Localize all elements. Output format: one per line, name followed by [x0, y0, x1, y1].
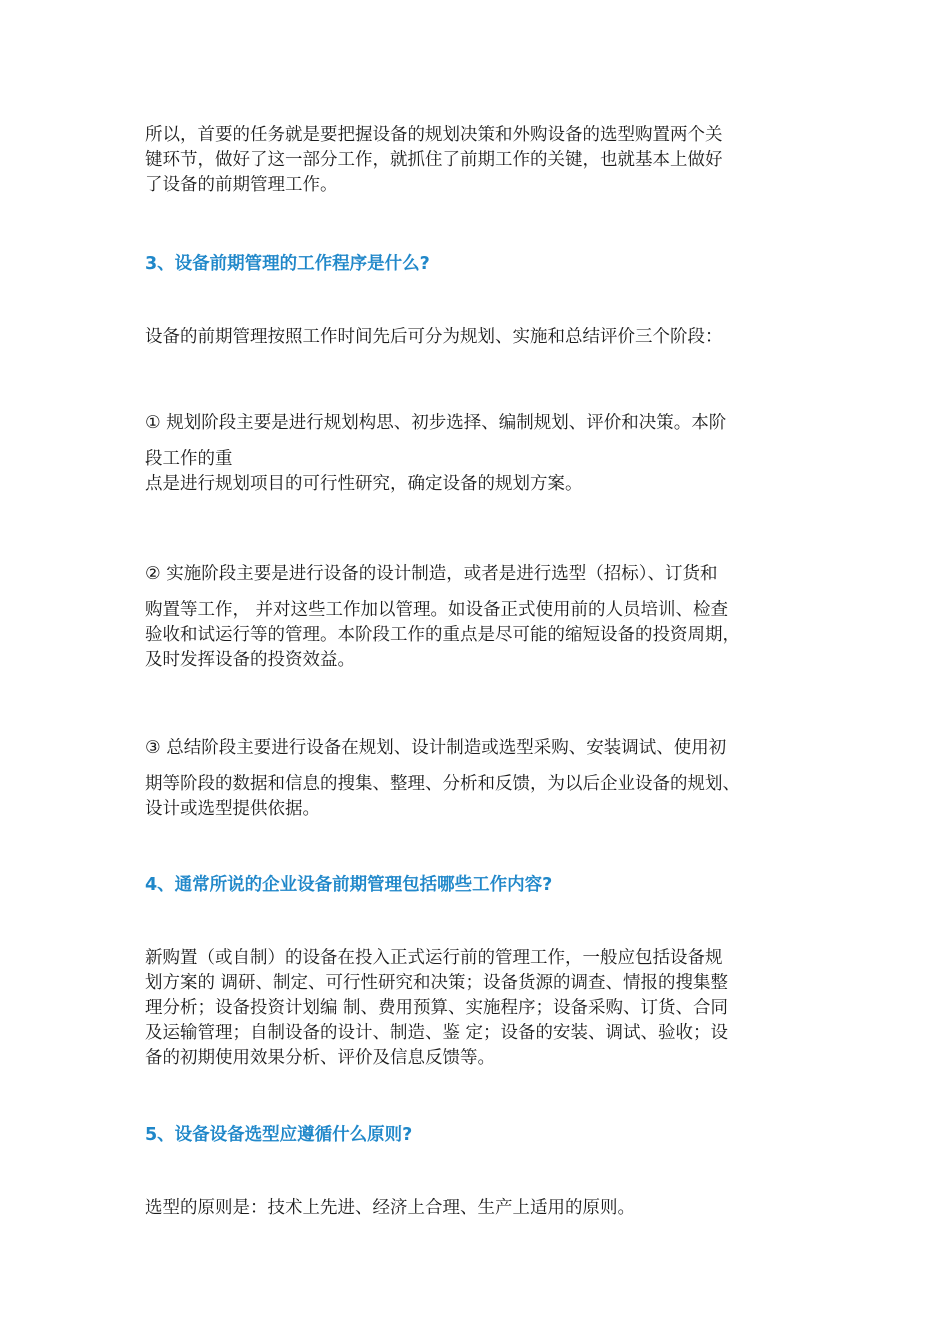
stage-2-paragraph: [145, 562, 825, 673]
intro-line-2: 键环节，做好了这一部分工作，就抓住了前期工作的关键，也就基本上做好: [145, 150, 723, 170]
stage-1-line-3: 点是进行规划项目的可行性研究，确定设备的规划方案。: [145, 474, 583, 494]
stage-1-line-1: ① 规划阶段主要是进行规划构思、初步选择、编制规划、评价和决策。本阶: [145, 413, 727, 433]
section-5-paragraph: [145, 1196, 825, 1221]
stage-3-line-1: ③ 总结阶段主要进行设备在规划、设计制造或选型采购、安装调试、使用初: [145, 738, 727, 758]
stage-2-line-3: 验收和试运行等的管理。本阶段工作的重点是尽可能的缩短设备的投资周期，: [145, 625, 740, 645]
section-4-paragraph: [145, 946, 825, 1071]
section-4-line-2: 划方案的 调研、制定、可行性研究和决策；设备货源的调查、情报的搜集整: [145, 973, 729, 993]
stage-2-line-4: 及时发挥设备的投资效益。: [145, 650, 355, 670]
section-4-heading: 4、通常所说的企业设备前期管理包括哪些工作内容?: [145, 875, 553, 895]
section-4-line-5: 备的初期使用效果分析、评价及信息反馈等。: [145, 1048, 495, 1068]
section-4-line-1: 新购置（或自制）的设备在投入正式运行前的管理工作，一般应包括设备规: [145, 948, 723, 968]
stage-2-line-1: ② 实施阶段主要是进行设备的设计制造，或者是进行选型（招标）、订货和: [145, 564, 718, 584]
section-5-heading: 5、设备设备选型应遵循什么原则?: [145, 1125, 413, 1145]
stage-3-paragraph: [145, 736, 825, 822]
intro-paragraph: [145, 123, 825, 198]
stage-2-line-2: 购置等工作， 并对这些工作加以管理。如设备正式使用前的人员培训、检查: [145, 600, 729, 620]
section-3-heading: 3、设备前期管理的工作程序是什么?: [145, 254, 430, 274]
section-5-line: 选型的原则是：技术上先进、经济上合理、生产上适用的原则。: [145, 1198, 635, 1218]
stage-1-line-2: 段工作的重: [145, 449, 233, 469]
section-3-summary: [145, 325, 825, 350]
section-4-line-3: 理分析；设备投资计划编 制、费用预算、实施程序；设备采购、订货、合同: [145, 998, 729, 1018]
stage-1-paragraph: [145, 411, 825, 497]
intro-line-3: 了设备的前期管理工作。: [145, 175, 338, 195]
section-3-summary-line: 设备的前期管理按照工作时间先后可分为规划、实施和总结评价三个阶段：: [145, 327, 723, 347]
intro-line-1: 所以，首要的任务就是要把握设备的规划决策和外购设备的选型购置两个关: [145, 125, 723, 145]
stage-3-line-3: 设计或选型提供依据。: [145, 799, 320, 819]
stage-3-line-2: 期等阶段的数据和信息的搜集、整理、分析和反馈，为以后企业设备的规划、: [145, 774, 740, 794]
section-4-line-4: 及运输管理；自制设备的设计、制造、鉴 定；设备的安装、调试、验收；设: [145, 1023, 729, 1043]
